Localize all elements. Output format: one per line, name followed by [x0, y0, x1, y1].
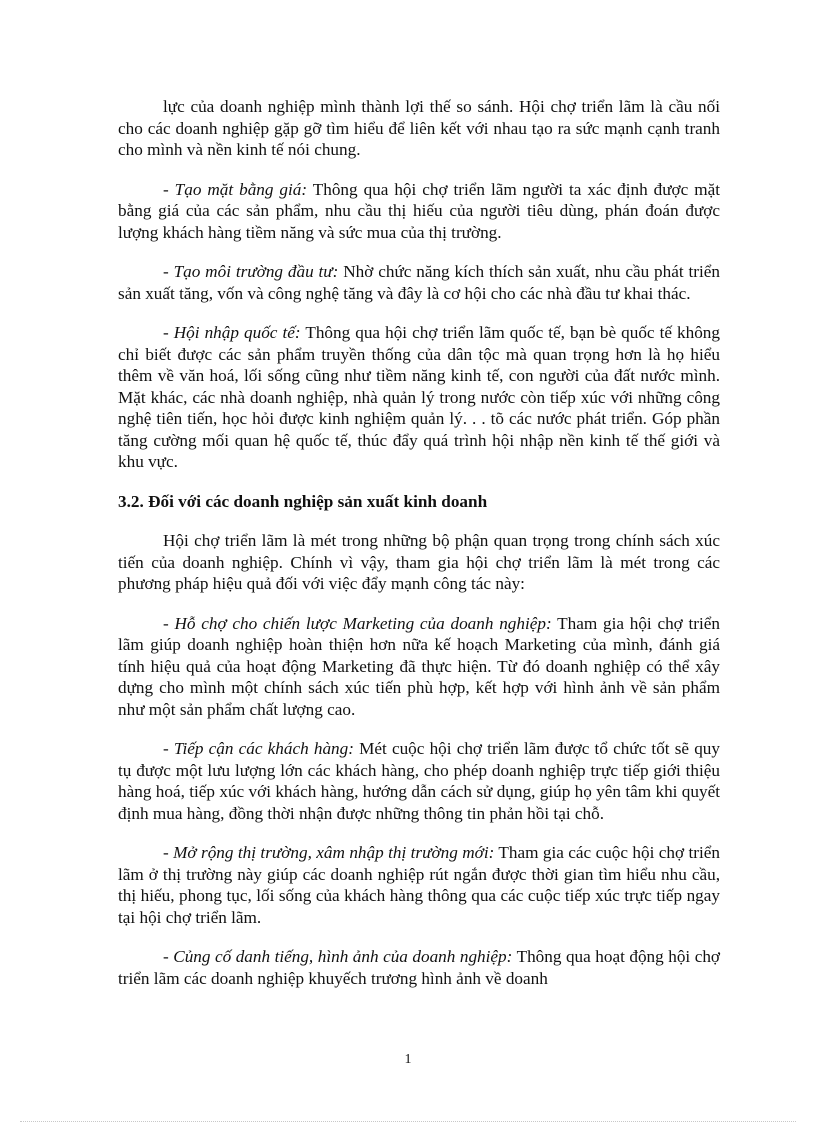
- paragraph: [118, 738, 720, 824]
- section-heading: 3.2. Đối với các doanh nghiệp sản xuất kinh doanh: [118, 491, 488, 511]
- paragraph-lead: - Mở rộng thị trường, xâm nhập thị trường mới:: [163, 843, 495, 862]
- document-body: [118, 96, 720, 1007]
- paragraph: [118, 946, 720, 989]
- page-number: 1: [404, 1052, 412, 1067]
- paragraph-lead: - Hỗ chợ cho chiến lược Marketing của doanh nghiệp:: [163, 613, 552, 633]
- paragraph: [118, 613, 720, 721]
- paragraph-lead: - Tiếp cận các khách hàng:: [163, 739, 354, 758]
- paragraph-lead: - Tạo mặt bằng giá:: [163, 179, 308, 199]
- paragraph-text: Hội chợ triển lãm là mét trong những bộ phận quan trọng trong chính sách xúc tiến của doanh nghiệp. Chính vì vậy, tham gia hội chợ triển lãm là mét trong các phương pháp hiệu quả đối với việc đẩy mạnh công tác này:: [118, 531, 720, 593]
- paragraph-lead: - Củng cố danh tiếng, hình ảnh của doanh nghiệp:: [163, 947, 513, 966]
- page-bottom-divider: [20, 1121, 796, 1122]
- paragraph-text: Tham gia các cuộc hội chợ triển lãm ở thị trường này giúp các doanh nghiệp rút ngắn được thời gian tìm hiểu nhu cầu, thị hiếu, phong tục, lối sống của khách hàng thông qua các cuộc tiếp xúc trực tiếp ngay tại hội chợ triển lãm.: [118, 843, 720, 927]
- paragraph: [118, 179, 720, 244]
- paragraph: [118, 530, 720, 595]
- paragraph: [118, 261, 720, 304]
- paragraph-text: Tham gia hội chợ triển lãm giúp doanh nghiệp hoàn thiện hơn nữa kế hoạch Marketing của mình, đánh giá tính hiệu quả của hoạt động Marketing đã thực hiện. Từ đó doanh nghiệp có thể xây dựng cho mình một chính sách xúc tiến phù hợp, kết hợp với hình ảnh về sản phẩm như một sản phẩm chất lượng cao.: [118, 613, 720, 719]
- paragraph-text: lực của doanh nghiệp mình thành lợi thế so sánh. Hội chợ triển lãm là cầu nối cho các doanh nghiệp gặp gỡ tìm hiểu để liên kết với nhau tạo ra sức mạnh cạnh tranh cho mình và nền kinh tế nói chung.: [118, 97, 720, 159]
- paragraph-text: Nhờ chức năng kích thích sản xuất, nhu cầu phát triển sản xuất tăng, vốn và công nghệ tăng và đây là cơ hội cho các nhà đầu tư khai thác.: [118, 262, 720, 303]
- paragraph: [118, 842, 720, 928]
- paragraph-lead: - Tạo môi trường đầu tư:: [163, 262, 339, 281]
- paragraph-text: Thông qua hoạt động hội chợ triển lãm các doanh nghiệp khuyếch trương hình ảnh về doanh: [118, 947, 721, 988]
- paragraph-text: Thông qua hội chợ triển lãm người ta xác định được mặt bằng giá của các sản phẩm, nhu cầu thị hiếu của người tiêu dùng, phán đoán được lượng khách hàng tiềm năng và sức mua của thị trường.: [118, 179, 720, 242]
- paragraph-text: Mét cuộc hội chợ triển lãm được tổ chức tốt sẽ quy tụ được một lưu lượng lớn các khách hàng, cho phép doanh nghiệp trực tiếp giới thiệu hàng hoá, tiếp xúc với khách hàng, hướng dẫn cách sử dụng, giúp họ yên tâm khi quyết định mua hàng, đồng thời nhận được những thông tin phản hồi tại chỗ.: [118, 739, 720, 823]
- paragraph: [118, 322, 720, 473]
- paragraph: [118, 96, 720, 161]
- paragraph-lead: - Hội nhập quốc tế:: [163, 323, 301, 342]
- paragraph-text: Thông qua hội chợ triển lãm quốc tế, bạn bè quốc tế không chỉ biết được các sản phẩm truyền thống của dân tộc mà quan trọng hơn là họ hiểu thêm về văn hoá, lối sống cũng như tiềm năng kinh tế, con người của đất nước mình. Mặt khác, các nhà doanh nghiệp, nhà quản lý trong nước còn tiếp xúc với những công nghệ tiên tiến, học hỏi được kinh nghiệm quản lý. . . tõ các nước phát triển. Góp phần tăng cường mối quan hệ quốc tế, thúc đẩy quá trình hội nhập nền kinh tế thế giới và khu vực.: [118, 323, 720, 471]
